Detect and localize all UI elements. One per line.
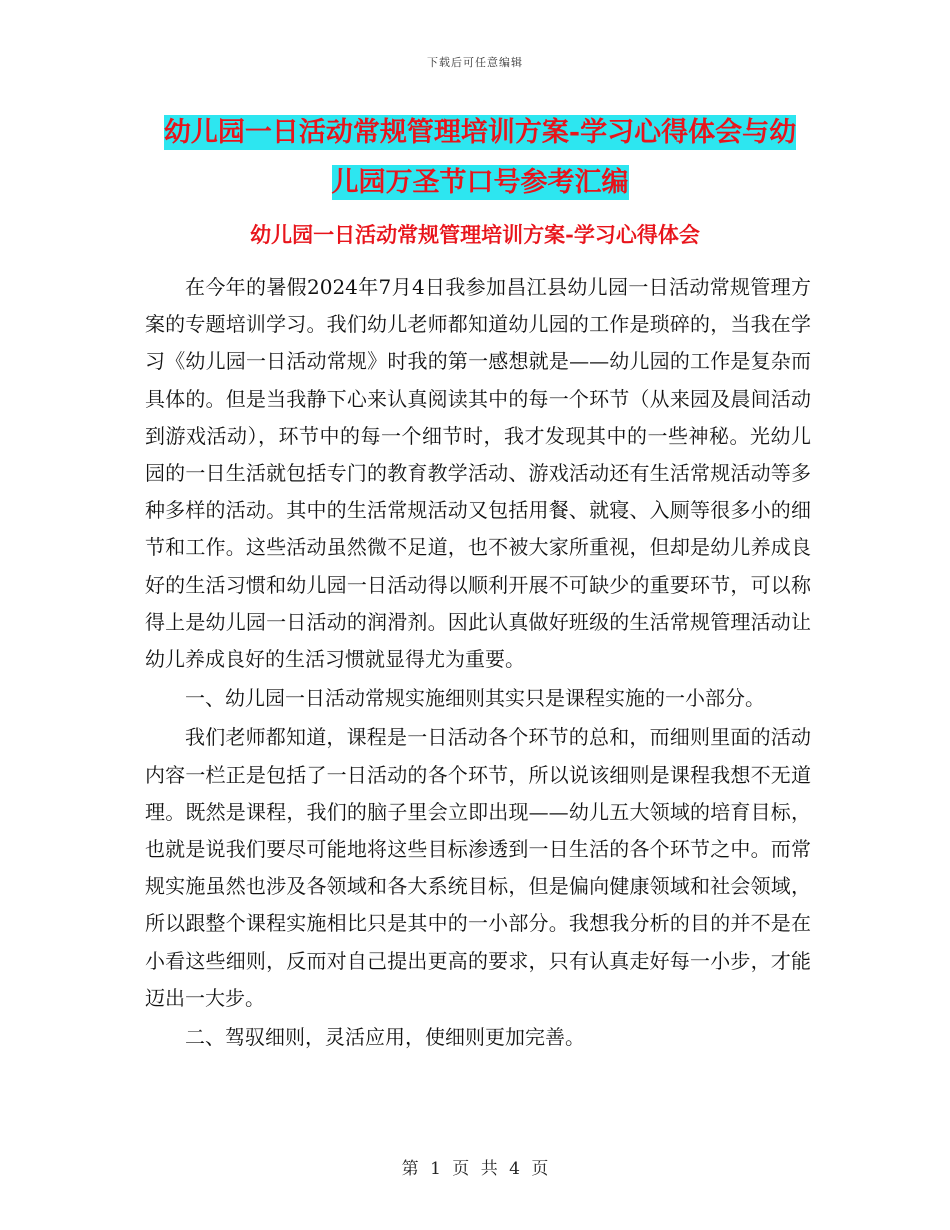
paragraph-point-one-detail: 我们老师都知道，课程是一日活动各个环节的总和，而细则里面的活动内容一栏正是包括了一日活动的各个环节，所以说该细则是课程我想不无道理。既然是课程，我们的脑子里会立即出现——幼儿五大领域的培育目标，也就是说我们要尽可能地将这些目标渗透到一日生活的各个环节之中。而常规实施虽然也涉及各领域和各大系统目标，但是偏向健康领域和社会领域，所以跟整个课程实施相比只是其中的一小部分。我想我分析的目的并不是在小看这些细则，反而对自己提出更高的要求，只有认真走好每一小步，才能迈出一大步。 — [145, 725, 811, 1010]
header-note: 下载后可任意编辑 — [427, 56, 523, 69]
paragraph-point-two: 二、驾驭细则，灵活应用，使细则更加完善。 — [185, 1025, 585, 1050]
paragraph-point-one: 一、幼儿园一日活动常规实施细则其实只是课程实施的一小部分。 — [185, 686, 765, 711]
page-footer: 第 1 页 共 4 页 — [401, 1159, 549, 1179]
paragraph-intro: 在今年的暑假2024年7月4日我参加昌江县幼儿园一日活动常规管理方案的专题培训学习。我们幼儿老师都知道幼儿园的工作是琐碎的，当我在学习《幼儿园一日活动常规》时我的第一感想就是——幼儿园的工作是复杂而具体的。但是当我静下心来认真阅读其中的每一个环节（从来园及晨间活动到游戏活动），环节中的每一个细节时，我才发现其中的一些神秘。光幼儿园的一日生活就包括专门的教育教学活动、游戏活动还有生活常规活动等多种多样的活动。其中的生活常规活动又包括用餐、就寝、入厕等很多小的细节和工作。这些活动虽然微不足道，也不被大家所重视，但却是幼儿养成良好的生活习惯和幼儿园一日活动得以顺利开展不可缺少的重要环节，可以称得上是幼儿园一日活动的润滑剂。因此认真做好班级的生活常规管理活动让幼儿养成良好的生活习惯就显得尤为重要。 — [145, 275, 811, 672]
document-title-line-1: 幼儿园一日活动常规管理培训方案-学习心得体会与幼 — [163, 117, 797, 148]
document-title-line-2: 儿园万圣节口号参考汇编 — [331, 167, 629, 198]
section-title: 幼儿园一日活动常规管理培训方案-学习心得体会 — [250, 222, 700, 247]
document-title — [150, 108, 810, 208]
document-body — [145, 269, 811, 1056]
